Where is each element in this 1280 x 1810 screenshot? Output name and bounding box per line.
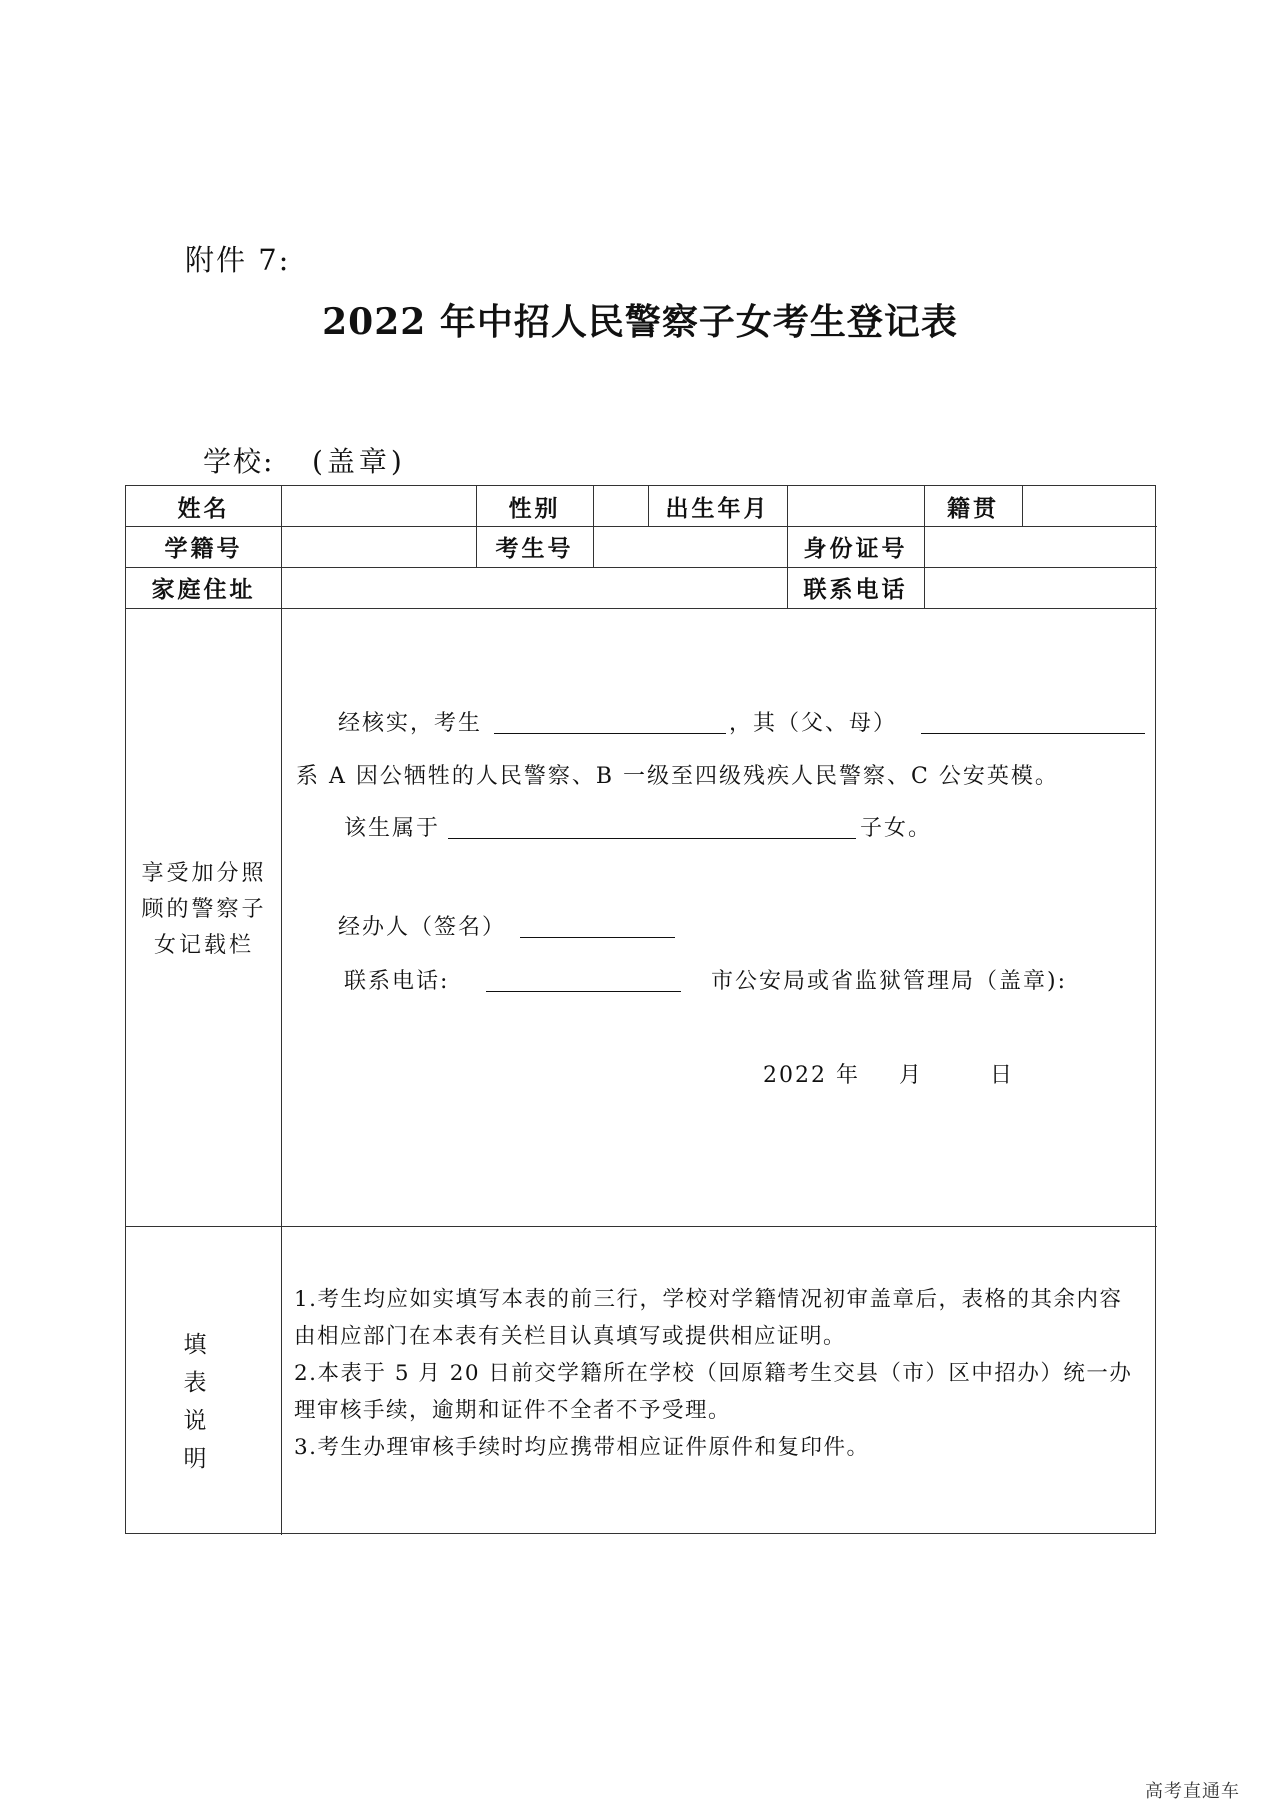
verified-candidate-text: 经核实，考生 — [338, 711, 483, 736]
phone-label: 联系电话 — [803, 577, 908, 603]
source-watermark: 高考直通车 — [1145, 1781, 1240, 1802]
date-year: 2022 年 — [763, 1063, 860, 1088]
handler-signature-label: 经办人（签名） — [338, 915, 507, 940]
belongs-to-text: 该生属于 — [344, 816, 441, 841]
name-label: 姓名 — [177, 495, 230, 522]
phone-field[interactable] — [925, 568, 1155, 608]
native-place-field[interactable] — [1023, 487, 1155, 526]
contact-phone-label: 联系电话: — [344, 969, 450, 994]
category-description: 系 A 因公牺牲的人民警察、B 一级至四级残疾人民警察、C 公安英模。 — [296, 764, 1059, 789]
birth-date-field[interactable] — [788, 487, 924, 526]
instruction-item: 2.本表于 5 月 20 日前交学籍所在学校（回原籍考生交县（市）区中招办）统一办理审核手续，逾期和证件不全者不予受理。 — [294, 1361, 1133, 1423]
birth-date-label: 出生年月 — [665, 495, 770, 522]
date-day: 日 — [990, 1063, 1015, 1088]
student-id-label: 学籍号 — [164, 536, 243, 562]
category-line[interactable] — [448, 838, 856, 839]
instructions-list — [294, 1281, 1144, 1466]
exam-number-field[interactable] — [594, 527, 787, 567]
candidate-name-line[interactable] — [494, 733, 726, 734]
native-place-label: 籍贯 — [947, 495, 999, 522]
date-month: 月 — [899, 1063, 924, 1088]
name-field[interactable] — [282, 487, 476, 526]
children-text: 子女。 — [860, 816, 933, 841]
instruction-item: 3.考生办理审核手续时均应携带相应证件原件和复印件。 — [294, 1435, 870, 1460]
registration-form-table — [125, 485, 1156, 1534]
gender-label: 性别 — [508, 495, 561, 522]
home-address-label: 家庭住址 — [151, 577, 256, 603]
instructions-label: 填 表 说 明 — [183, 1332, 225, 1472]
annex-number: 附件 7: — [185, 243, 291, 277]
exam-number-label: 考生号 — [495, 536, 574, 562]
contact-phone-line[interactable] — [486, 991, 681, 992]
instruction-item: 1.考生均应如实填写本表的前三行，学校对学籍情况初审盖章后，表格的其余内容由相应部门在本表有关栏目认真填写或提供相应证明。 — [294, 1287, 1123, 1349]
gender-field[interactable] — [594, 487, 648, 526]
handler-signature-line[interactable] — [520, 937, 675, 938]
column-divider — [281, 486, 282, 1535]
form-title: 2022 年中招人民警察子女考生登记表 — [322, 301, 958, 343]
parent-text: ，其（父、母） — [729, 711, 898, 736]
bureau-stamp-label: 市公安局或省监狱管理局（盖章): — [711, 969, 1067, 994]
home-address-field[interactable] — [282, 568, 787, 608]
id-card-label: 身份证号 — [803, 536, 908, 562]
student-id-field[interactable] — [282, 527, 476, 567]
record-section-label: 享受加分照顾的警察子女记载栏 — [141, 861, 267, 958]
parent-name-line[interactable] — [921, 733, 1145, 734]
school-label: 学校: — [203, 445, 275, 478]
school-stamp-note: (盖章) — [312, 445, 406, 478]
id-card-field[interactable] — [925, 527, 1155, 567]
